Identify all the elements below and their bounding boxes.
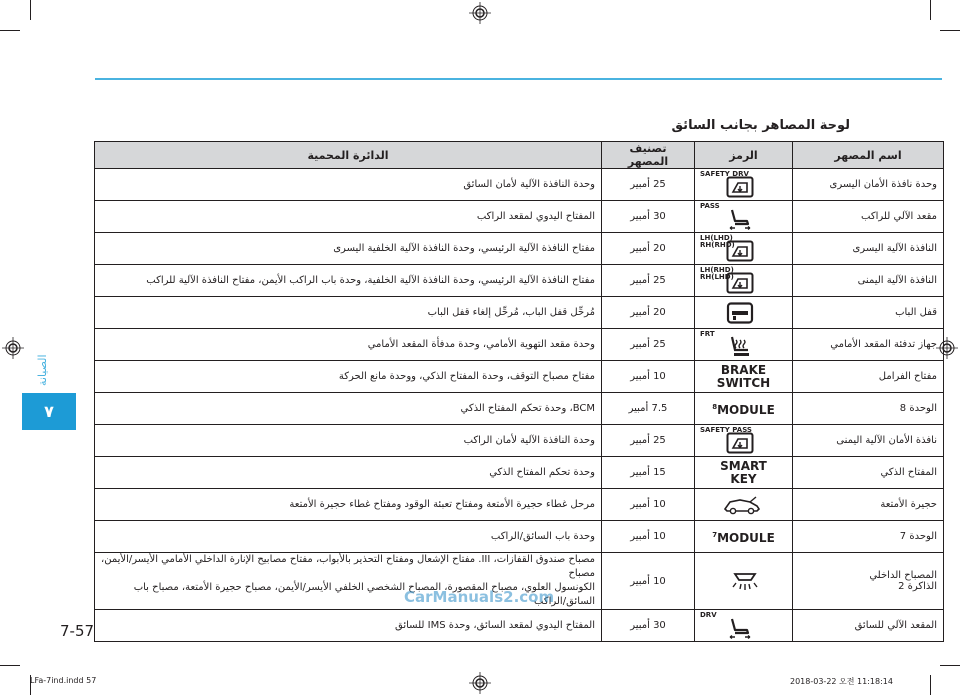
fuse-name-cell — [793, 457, 944, 489]
table-row — [95, 425, 944, 457]
fuse-circuit: وحدة النافذة الآلية لأمان الراكب — [463, 434, 595, 446]
fuse-symbol-label: SAFETY PASS — [700, 425, 752, 434]
table-header-row — [95, 142, 944, 169]
fuse-symbol-cell — [695, 610, 793, 642]
fuse-symbol-label: SMART KEY — [720, 458, 767, 486]
fuse-name-cell — [793, 425, 944, 457]
crop-mark — [0, 30, 20, 31]
fuse-circuit: مفتاح النافذة الآلية الرئيسي، وحدة النافذة الآلية الخلفية، وحدة باب الراكب الأيمن، مفتاح النافذة الآلية للراكب — [146, 274, 595, 286]
table-row — [95, 521, 944, 553]
fuse-symbol-cell — [695, 361, 793, 393]
fuse-symbol-label: $^7$MODULE — [712, 530, 775, 545]
fuse-circuit: وحدة النافذة الآلية لأمان السائق — [463, 178, 595, 190]
fuse-name: النافذة الآلية اليسرى — [852, 243, 937, 254]
fuse-circuit: مُرحِّل قفل الباب، مُرحِّل إلغاء قفل الباب — [427, 306, 595, 318]
fuse-name-cell — [793, 361, 944, 393]
page-number: 7-57 — [60, 622, 95, 640]
fuse-name-cell — [793, 265, 944, 297]
fuse-name: جهاز تدفئة المقعد الأمامي — [830, 339, 937, 350]
fuse-circuit: الكونسول العلوي، مصباح المقصورة، المصباح الشخصي الخلفي الأيسر/الأيمن، مصباح حجيرة الأمتعة، مصباح باب السائق/الراكب — [133, 582, 595, 607]
fuse-name: مفتاح الفرامل — [878, 371, 937, 382]
fuse-name-cell — [793, 521, 944, 553]
fuse-symbol-cell — [695, 201, 793, 233]
fuse-circuit: وحدة تحكم المفتاح الذكي — [489, 466, 595, 478]
fuse-name: المفتاح الذكي — [880, 467, 937, 478]
fuse-name: الذاكرة 2 — [898, 581, 937, 592]
fuse-symbol-cell — [695, 521, 793, 553]
fuse-symbol — [700, 612, 786, 640]
table-row — [95, 233, 944, 265]
fuse-symbol-cell — [695, 425, 793, 457]
fuse-symbol — [700, 299, 786, 327]
table-row — [95, 610, 944, 642]
fuse-name: النافذة الآلية اليمنى — [857, 275, 937, 286]
power-seat-icon — [726, 617, 754, 639]
header-rating: تصنيف المصهر — [602, 142, 695, 169]
registration-mark-icon — [2, 337, 24, 359]
fuse-rating: 15 أمبير — [602, 457, 695, 489]
power-seat-icon — [726, 208, 754, 230]
fuse-circuit-cell — [95, 361, 602, 393]
fuse-circuit: وحدة مقعد التهوية الأمامي، وحدة مدفأة المقعد الأمامي — [367, 338, 595, 350]
fuse-rating: 7.5 أمبير — [602, 393, 695, 425]
table-row — [95, 169, 944, 201]
fuse-circuit: BCM، وحدة تحكم المفتاح الذكي — [460, 402, 595, 414]
fuse-symbol — [700, 331, 786, 359]
fuse-circuit: المفتاح اليدوي لمقعد السائق، وحدة IMS للسائق — [394, 619, 595, 631]
fuse-circuit: المفتاح اليدوي لمقعد الراكب — [476, 210, 595, 222]
fuse-name: وحدة نافذة الأمان اليسرى — [829, 179, 937, 190]
fuse-rating: 10 أمبير — [602, 489, 695, 521]
fuse-symbol — [700, 203, 786, 231]
crop-mark — [930, 0, 931, 20]
window-switch-icon — [726, 272, 754, 294]
fuse-symbol-label: PASS — [700, 201, 720, 210]
fuse-name-cell — [793, 393, 944, 425]
fuse-circuit-cell — [95, 393, 602, 425]
fuse-symbol — [700, 267, 786, 295]
fuse-symbol — [700, 171, 786, 199]
footer-date-info: 2018-03-22 오전 11:18:14 — [790, 677, 893, 686]
fuse-circuit-cell — [95, 233, 602, 265]
fuse-name-cell — [793, 489, 944, 521]
crop-mark — [30, 0, 31, 20]
fuse-symbol-label: LH(LHD) RH(RHD) — [700, 233, 735, 249]
fuse-name: المصباح الداخلي — [869, 570, 937, 581]
fuse-rating: 25 أمبير — [602, 169, 695, 201]
watermark: CarManuals2.com — [404, 588, 555, 606]
fuse-circuit-cell — [95, 169, 602, 201]
fuse-circuit: مفتاح مصباح التوقف، وحدة المفتاح الذكي، ووحدة مانع الحركة — [338, 370, 595, 382]
fuse-symbol-cell — [695, 457, 793, 489]
fuse-rating: 20 أمبير — [602, 297, 695, 329]
registration-mark-icon — [469, 672, 491, 694]
room-lamp-icon — [722, 570, 762, 592]
fuse-symbol-cell — [695, 393, 793, 425]
fuse-circuit-cell — [95, 201, 602, 233]
fuse-circuit-cell — [95, 521, 602, 553]
page-title: لوحة المصاهر بجانب السائق — [671, 118, 850, 133]
crop-mark — [0, 665, 20, 666]
fuse-name: مقعد الآلي للراكب — [861, 211, 937, 222]
fuse-symbol-cell — [695, 297, 793, 329]
table-row — [95, 393, 944, 425]
fuse-name: حجيرة الأمتعة — [880, 499, 937, 510]
fuse-name-cell — [793, 610, 944, 642]
door-lock-icon — [726, 302, 754, 324]
fuse-name-cell — [793, 553, 944, 610]
fuse-rating: 10 أمبير — [602, 521, 695, 553]
fuse-rating: 30 أمبير — [602, 201, 695, 233]
fuse-circuit-cell — [95, 297, 602, 329]
window-switch-icon — [726, 176, 754, 198]
fuse-symbol-label: DRV — [700, 610, 717, 619]
fuse-symbol-cell — [695, 233, 793, 265]
fuse-name: الوحدة 7 — [899, 531, 937, 542]
header-symbol: الرمز — [695, 142, 793, 169]
table-row — [95, 201, 944, 233]
fuse-symbol-cell — [695, 169, 793, 201]
fuse-name-cell — [793, 297, 944, 329]
fuse-symbol-label: LH(RHD) RH(LHD) — [700, 265, 734, 281]
header-rule — [95, 78, 942, 80]
fuse-name: قفل الباب — [895, 307, 937, 318]
table-row — [95, 265, 944, 297]
fuse-name: الوحدة 8 — [899, 403, 937, 414]
fuse-circuit-cell — [95, 489, 602, 521]
fuse-table — [94, 141, 944, 642]
fuse-circuit-cell — [95, 329, 602, 361]
fuse-circuit: مصباح صندوق القفازات، III. مفتاح الإشعال ومفتاح التحذير بالأبواب، مفتاح مصابيح الإنارة الداخلي الأمامي الأيسر/الأيمن، مصباح — [101, 554, 595, 579]
fuse-symbol — [700, 491, 786, 519]
window-switch-icon — [726, 240, 754, 262]
fuse-table-body — [95, 169, 944, 642]
table-row — [95, 361, 944, 393]
crop-mark — [930, 675, 931, 695]
fuse-name-cell — [793, 329, 944, 361]
fuse-symbol-cell — [695, 489, 793, 521]
fuse-rating: 25 أمبير — [602, 329, 695, 361]
fuse-rating: 20 أمبير — [602, 233, 695, 265]
fuse-name: نافذة الأمان الآلية اليمنى — [836, 435, 937, 446]
fuse-name-cell — [793, 169, 944, 201]
fuse-circuit-cell — [95, 425, 602, 457]
fuse-circuit-cell — [95, 457, 602, 489]
registration-mark-icon — [469, 2, 491, 24]
fuse-circuit: وحدة باب السائق/الراكب — [490, 530, 595, 542]
table-row — [95, 457, 944, 489]
header-circuit: الدائرة المحمية — [95, 142, 602, 169]
fuse-rating: 30 أمبير — [602, 610, 695, 642]
fuse-symbol — [700, 567, 786, 595]
fuse-symbol-cell — [695, 329, 793, 361]
fuse-symbol-cell — [695, 265, 793, 297]
fuse-name-cell — [793, 233, 944, 265]
fuse-symbol — [700, 427, 786, 455]
chapter-side-label: الصيانة — [36, 354, 49, 386]
header-fuse-name: اسم المصهر — [793, 142, 944, 169]
table-row — [95, 329, 944, 361]
fuse-rating: 10 أمبير — [602, 553, 695, 610]
fuse-circuit-cell — [95, 265, 602, 297]
fuse-name: المقعد الآلي للسائق — [854, 620, 937, 631]
trunk-icon — [722, 494, 762, 516]
chapter-tab: ٧ — [22, 393, 76, 430]
fuse-rating: 25 أمبير — [602, 425, 695, 457]
fuse-rating: 25 أمبير — [602, 265, 695, 297]
crop-mark — [940, 665, 960, 666]
fuse-name-cell — [793, 201, 944, 233]
fuse-symbol-label: $^8$MODULE — [712, 402, 775, 417]
table-row — [95, 297, 944, 329]
fuse-symbol-cell — [695, 553, 793, 610]
fuse-rating: 10 أمبير — [602, 361, 695, 393]
fuse-symbol — [700, 235, 786, 263]
crop-mark — [940, 30, 960, 31]
fuse-circuit: مفتاح النافذة الآلية الرئيسي، وحدة النافذة الآلية الخلفية اليسرى — [333, 242, 595, 254]
fuse-symbol-label: SAFETY DRV — [700, 169, 749, 178]
fuse-circuit: مرحل غطاء حجيرة الأمتعة ومفتاح تعبئة الوقود ومفتاح غطاء حجيرة الأمتعة — [289, 498, 595, 510]
footer-file-info: LFa-7ind.indd 57 — [30, 676, 97, 685]
seat-heater-icon — [726, 336, 754, 358]
fuse-symbol-label: BRAKE SWITCH — [716, 362, 771, 390]
table-row — [95, 489, 944, 521]
fuse-circuit-cell — [95, 610, 602, 642]
fuse-symbol-label: FRT — [700, 329, 715, 338]
window-switch-icon — [726, 432, 754, 454]
